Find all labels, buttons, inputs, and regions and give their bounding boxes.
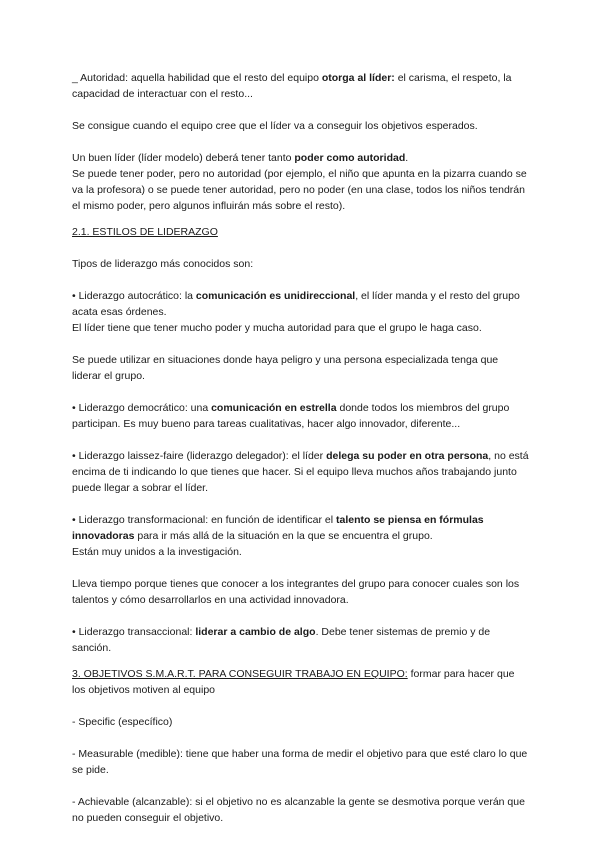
text-span: • Liderazgo autocrático: la — [72, 290, 196, 302]
text-span: formar para hacer que los objetivos motiven al equipo — [72, 668, 515, 696]
text-span: • Liderazgo transaccional: — [72, 626, 196, 638]
text-span: , no está encima de ti indicando lo que tienes que hacer. Si el equipo lleva muchos años trabajando junto puede llegar a sobrar el líder. — [72, 450, 529, 494]
text-span: • Liderazgo laissez-faire (liderazgo delegador): el líder — [72, 450, 327, 462]
heading-objetivos-smart — [72, 666, 530, 698]
text-span: . — [405, 152, 409, 164]
paragraph-lleva-tiempo: Lleva tiempo porque tienes que conocer a los integrantes del grupo para conocer cuales son los talentos y cómo desarrollarlos en una actividad innovadora. — [72, 578, 520, 606]
underlined-heading: 2.1. ESTILOS DE LIDERAZGO — [72, 226, 218, 238]
item-specific: - Specific (específico) — [72, 716, 173, 728]
item-measurable: - Measurable (medible): tiene que haber una forma de medir el objetivo para que esté claro lo que se pide. — [72, 748, 528, 776]
bullet-transformacional — [72, 512, 530, 544]
heading-estilos-liderazgo — [72, 224, 530, 240]
bold-text: talento se piensa en fórmulas innovadoras — [72, 514, 484, 542]
paragraph-autoridad — [72, 70, 530, 102]
bold-text: comunicación es unidireccional — [195, 290, 356, 302]
bullet-laissez-faire — [72, 448, 530, 496]
text-span: donde todos los miembros del grupo participan. Es muy bueno para tareas cualitativas, hacer algo innovador, diferente... — [72, 402, 510, 430]
text-span: Un buen líder (líder modelo) deberá tener tanto — [72, 152, 295, 164]
paragraph-peligro: Se puede utilizar en situaciones donde haya peligro y una persona especializada tenga que liderar el grupo. — [72, 354, 499, 382]
text-span: • Liderazgo transformacional: en función de identificar el — [72, 514, 336, 526]
text-span: el carisma, el respeto, la capacidad de interactuar con el resto... — [72, 72, 512, 100]
bold-text: comunicación en estrella — [211, 402, 337, 414]
paragraph-autocratico-detail: El líder tiene que tener mucho poder y mucha autoridad para que el grupo le haga caso. — [72, 322, 482, 334]
text-span: , el líder manda y el resto del grupo acata esas órdenes. — [72, 290, 520, 318]
bullet-autocratico — [72, 288, 530, 320]
paragraph-investigacion: Están muy unidos a la investigación. — [72, 546, 242, 558]
bold-text: delega su poder en otra persona — [326, 450, 489, 462]
paragraph-buen-lider — [72, 150, 530, 166]
text-span: • Liderazgo democrático: una — [72, 402, 212, 414]
paragraph-consigue: Se consigue cuando el equipo cree que el líder va a conseguir los objetivos esperados. — [72, 120, 478, 132]
bold-text: liderar a cambio de algo — [195, 626, 316, 638]
paragraph-poder-autoridad: Se puede tener poder, pero no autoridad (por ejemplo, el niño que apunta en la pizarra cuando se va la profesora) o se puede tener autoridad, pero no poder (en una clase, todos los niños tendrán el mismo poder, pero algunos influirán más sobre el resto). — [72, 168, 527, 212]
item-achievable: - Achievable (alcanzable): si el objetivo no es alcanzable la gente se desmotiva porque verán que no pueden conseguir el objetivo. — [72, 796, 525, 824]
bullet-democratico — [72, 400, 530, 432]
bold-text: poder como autoridad — [294, 152, 406, 164]
text-span: . Debe tener sistemas de premio y de sanción. — [72, 626, 491, 654]
paragraph-tipos: Tipos de liderazgo más conocidos son: — [72, 258, 254, 270]
text-span: _ Autoridad: aquella habilidad que el resto del equipo — [72, 72, 322, 84]
bullet-transaccional — [72, 624, 530, 656]
bold-text: otorga al líder: — [321, 72, 395, 84]
text-span: para ir más allá de la situación en la que se encuentra el grupo. — [134, 530, 433, 542]
underlined-heading: 3. OBJETIVOS S.M.A.R.T. PARA CONSEGUIR TRABAJO EN EQUIPO: — [72, 668, 408, 680]
